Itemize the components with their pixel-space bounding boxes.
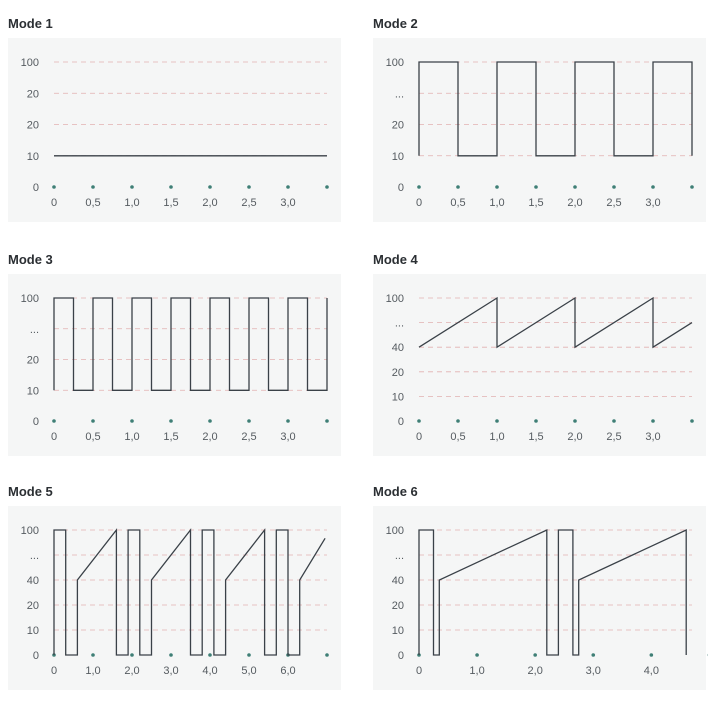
x-tick-label: 2,5 <box>606 197 622 209</box>
y-tick-label: 0 <box>397 182 404 194</box>
x-axis-marker <box>612 185 616 189</box>
chart-svg-mode-6 <box>373 506 706 690</box>
x-axis-marker <box>208 419 212 423</box>
x-axis-marker <box>52 419 56 423</box>
series-line <box>54 298 327 390</box>
x-tick-label: 1,0 <box>124 431 140 443</box>
y-tick-label: 100 <box>20 525 39 537</box>
x-tick-label: 4,0 <box>643 665 659 677</box>
x-axis-marker <box>91 653 95 657</box>
chart-title: Mode 2 <box>373 16 418 31</box>
chart-title: Mode 1 <box>8 16 53 31</box>
plot-area <box>8 274 341 456</box>
y-tick-label: ... <box>29 323 39 336</box>
x-tick-label: 3,0 <box>645 197 661 209</box>
chart-svg-mode-3 <box>8 274 341 456</box>
x-axis-marker <box>573 419 577 423</box>
plot-area <box>373 506 706 690</box>
x-axis-marker <box>208 185 212 189</box>
x-tick-label: 1,0 <box>85 665 101 677</box>
y-tick-label: 10 <box>391 150 404 163</box>
x-axis-marker <box>286 185 290 189</box>
y-tick-label: 100 <box>20 293 39 305</box>
x-axis-marker <box>591 653 595 657</box>
y-tick-label: 10 <box>391 391 404 404</box>
x-axis-marker <box>325 653 329 657</box>
x-axis-marker <box>456 185 460 189</box>
y-tick-label: 20 <box>391 366 404 379</box>
x-axis-marker <box>91 419 95 423</box>
x-tick-label: 2,0 <box>124 665 140 677</box>
x-tick-label: 0,5 <box>450 431 466 443</box>
plot-area <box>8 506 341 690</box>
series-line <box>419 530 686 655</box>
x-axis-marker <box>417 419 421 423</box>
x-axis-marker <box>612 419 616 423</box>
x-axis-marker <box>534 419 538 423</box>
chart-panel-mode-4 <box>373 252 706 456</box>
x-tick-label: 4,0 <box>202 665 218 677</box>
x-tick-label: 3,0 <box>585 665 601 677</box>
y-tick-label: 100 <box>385 57 404 69</box>
x-axis-marker <box>651 185 655 189</box>
chart-title: Mode 6 <box>373 484 418 499</box>
x-tick-label: 2,0 <box>202 197 218 209</box>
x-tick-label: 1,0 <box>489 197 505 209</box>
y-tick-label: 20 <box>26 354 39 367</box>
x-axis-marker <box>169 419 173 423</box>
chart-title: Mode 3 <box>8 252 53 267</box>
x-axis-marker <box>456 419 460 423</box>
chart-panel-mode-2 <box>373 16 706 222</box>
x-axis-marker <box>325 419 329 423</box>
y-tick-label: ... <box>394 550 404 562</box>
plot-area <box>373 38 706 222</box>
x-tick-label: 0,5 <box>450 197 466 209</box>
series-line <box>419 62 692 156</box>
x-axis-marker <box>130 185 134 189</box>
x-axis-marker <box>169 653 173 657</box>
y-tick-label: 40 <box>391 575 404 587</box>
y-tick-label: 0 <box>32 182 39 194</box>
x-tick-label: 2,0 <box>567 197 583 209</box>
series-line <box>54 530 325 655</box>
y-tick-label: 20 <box>391 119 404 132</box>
x-tick-label: 3,0 <box>163 665 179 677</box>
x-tick-label: 1,0 <box>469 665 485 677</box>
x-axis-marker <box>247 185 251 189</box>
x-axis-marker <box>534 185 538 189</box>
chart-svg-mode-5 <box>8 506 341 690</box>
y-tick-label: 10 <box>391 625 404 637</box>
x-axis-marker <box>573 185 577 189</box>
y-tick-label: 40 <box>26 575 39 587</box>
y-tick-label: 10 <box>26 625 39 637</box>
x-tick-label: 0 <box>50 431 58 443</box>
x-tick-label: 2,0 <box>567 431 583 443</box>
y-tick-label: 0 <box>32 416 39 428</box>
chart-title: Mode 4 <box>373 252 418 267</box>
x-axis-marker <box>130 419 134 423</box>
y-tick-label: 20 <box>26 600 39 612</box>
y-tick-label: 0 <box>397 650 404 662</box>
x-axis-marker <box>52 185 56 189</box>
x-tick-label: 1,5 <box>163 431 179 443</box>
chart-svg-mode-1 <box>8 38 341 222</box>
x-tick-label: 1,0 <box>489 431 505 443</box>
x-axis-marker <box>325 185 329 189</box>
x-axis-marker <box>475 653 479 657</box>
plot-area <box>373 274 706 456</box>
x-axis-marker <box>533 653 537 657</box>
x-tick-label: 1,0 <box>124 197 140 209</box>
x-axis-marker <box>247 653 251 657</box>
plot-area <box>8 38 341 222</box>
x-tick-label: 0 <box>50 665 58 677</box>
chart-panel-mode-1 <box>8 16 341 222</box>
y-tick-label: ... <box>394 88 404 101</box>
x-tick-label: 2,5 <box>606 431 622 443</box>
y-tick-label: 40 <box>391 342 404 355</box>
y-tick-label: 100 <box>385 525 404 537</box>
x-axis-marker <box>495 185 499 189</box>
chart-panel-mode-6 <box>373 484 706 690</box>
x-tick-label: 3,0 <box>280 197 296 209</box>
x-axis-marker <box>91 185 95 189</box>
y-tick-label: 20 <box>26 119 39 132</box>
chart-svg-mode-4 <box>373 274 706 456</box>
y-tick-label: 0 <box>397 416 404 428</box>
chart-panel-mode-3 <box>8 252 341 456</box>
x-axis-marker <box>651 419 655 423</box>
y-tick-label: 20 <box>26 88 39 101</box>
chart-svg-mode-2 <box>373 38 706 222</box>
x-axis-marker <box>130 653 134 657</box>
x-tick-label: 0 <box>415 197 423 209</box>
x-axis-marker <box>690 419 694 423</box>
y-tick-label: 0 <box>32 650 39 662</box>
y-tick-label: ... <box>29 550 39 562</box>
x-tick-label: 0 <box>415 431 423 443</box>
x-tick-label: 3,0 <box>645 431 661 443</box>
y-tick-label: 10 <box>26 150 39 163</box>
x-tick-label: 1,5 <box>528 431 544 443</box>
y-tick-label: 100 <box>385 293 404 305</box>
x-axis-marker <box>650 653 654 657</box>
x-tick-label: 0,5 <box>85 431 101 443</box>
x-axis-marker <box>286 419 290 423</box>
x-tick-label: 3,0 <box>280 431 296 443</box>
chart-title: Mode 5 <box>8 484 53 499</box>
x-axis-marker <box>208 653 212 657</box>
x-tick-label: 6,0 <box>280 665 296 677</box>
x-axis-marker <box>417 185 421 189</box>
x-tick-label: 2,5 <box>241 431 257 443</box>
x-axis-marker <box>690 185 694 189</box>
x-tick-label: 2,0 <box>202 431 218 443</box>
x-tick-label: 5,0 <box>241 665 257 677</box>
x-tick-label: 2,0 <box>527 665 543 677</box>
y-tick-label: 100 <box>20 57 39 69</box>
chart-panel-mode-5 <box>8 484 341 690</box>
y-tick-label: ... <box>394 317 404 330</box>
x-tick-label: 0 <box>50 197 58 209</box>
x-tick-label: 0,5 <box>85 197 101 209</box>
x-axis-marker <box>247 419 251 423</box>
x-tick-label: 2,5 <box>241 197 257 209</box>
x-tick-label: 1,5 <box>163 197 179 209</box>
x-axis-marker <box>495 419 499 423</box>
x-tick-label: 0 <box>415 665 423 677</box>
y-tick-label: 20 <box>391 600 404 612</box>
x-tick-label: 1,5 <box>528 197 544 209</box>
y-tick-label: 10 <box>26 385 39 398</box>
x-axis-marker <box>169 185 173 189</box>
